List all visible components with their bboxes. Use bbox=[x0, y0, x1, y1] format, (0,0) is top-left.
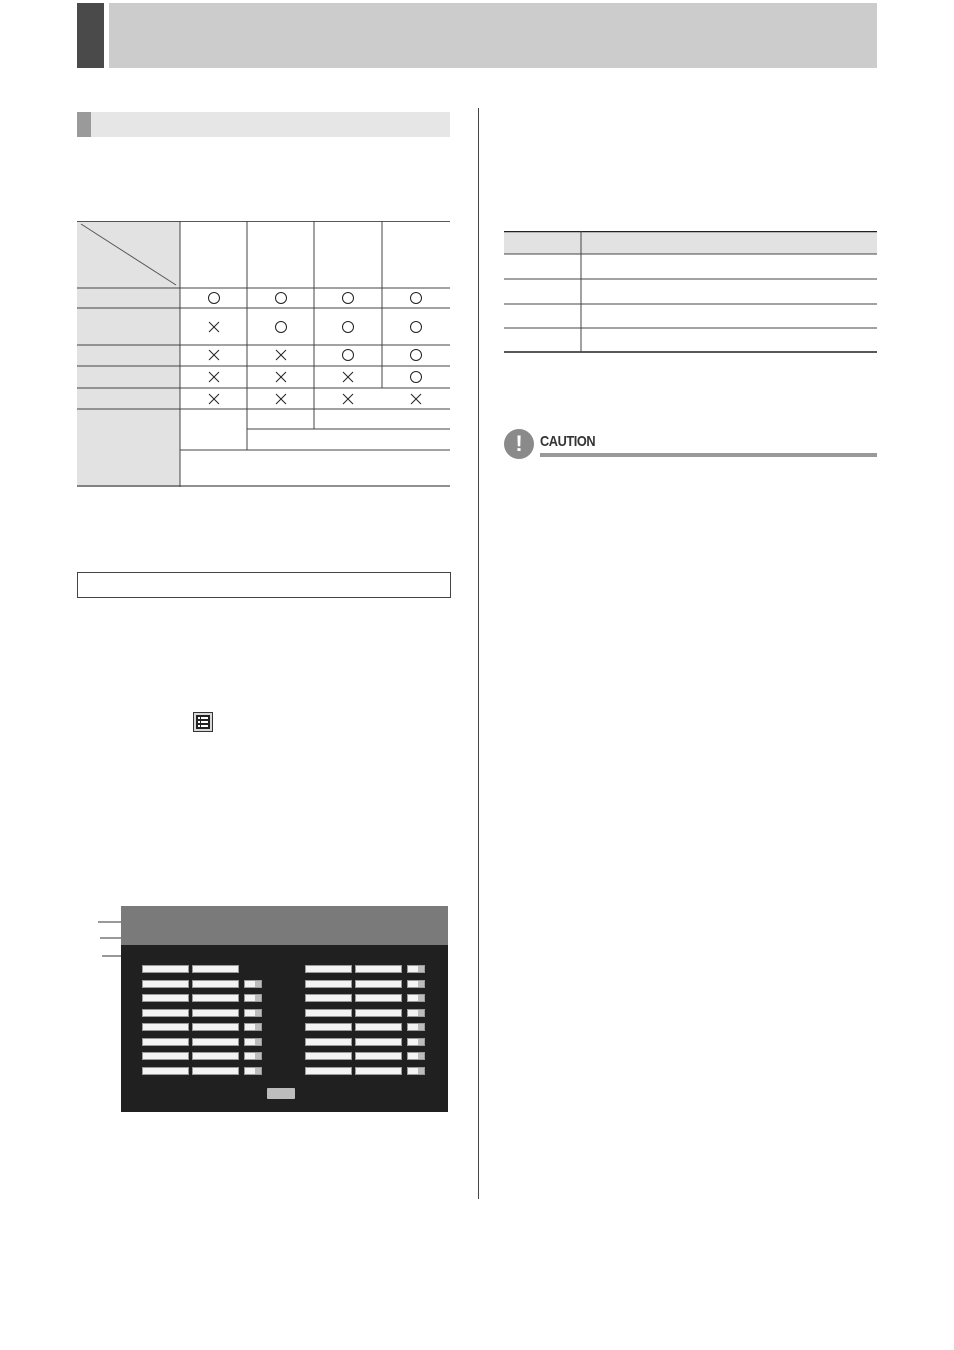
right-field-b[interactable] bbox=[355, 1067, 402, 1075]
right-field-b[interactable] bbox=[355, 1052, 402, 1060]
page-header-bar bbox=[109, 3, 877, 68]
permission-mark-cross bbox=[276, 372, 286, 382]
left-dropdown[interactable] bbox=[244, 994, 262, 1002]
right-field-a[interactable] bbox=[305, 965, 352, 973]
left-field-a[interactable] bbox=[142, 994, 189, 1002]
right-field-a[interactable] bbox=[305, 994, 352, 1002]
note-box bbox=[77, 572, 451, 598]
right-dropdown[interactable] bbox=[407, 994, 425, 1002]
permission-mark-cross bbox=[209, 350, 219, 360]
left-dropdown[interactable] bbox=[244, 1067, 262, 1075]
permission-table bbox=[77, 221, 450, 487]
right-dropdown[interactable] bbox=[407, 980, 425, 988]
caution-rule bbox=[540, 453, 877, 457]
settings-screen-titlebar bbox=[121, 906, 448, 945]
section-heading-marker bbox=[77, 112, 91, 137]
left-field-a[interactable] bbox=[142, 1038, 189, 1046]
left-field-b[interactable] bbox=[192, 1052, 239, 1060]
permission-mark-circle bbox=[411, 350, 422, 361]
permission-mark-circle bbox=[411, 293, 422, 304]
left-field-b[interactable] bbox=[192, 1038, 239, 1046]
menu-list-icon bbox=[193, 712, 213, 732]
screen-ok-button[interactable] bbox=[267, 1088, 295, 1099]
left-field-a[interactable] bbox=[142, 980, 189, 988]
right-field-a[interactable] bbox=[305, 1038, 352, 1046]
left-field-a[interactable] bbox=[142, 1009, 189, 1017]
right-dropdown[interactable] bbox=[407, 1009, 425, 1017]
permission-mark-circle bbox=[276, 293, 287, 304]
permission-mark-cross bbox=[343, 372, 353, 382]
right-field-b[interactable] bbox=[355, 1023, 402, 1031]
permission-mark-cross bbox=[209, 394, 219, 404]
right-field-a[interactable] bbox=[305, 980, 352, 988]
left-field-a[interactable] bbox=[142, 1067, 189, 1075]
permission-table-grid bbox=[77, 221, 450, 487]
right-dropdown[interactable] bbox=[407, 965, 425, 973]
section-heading-bar bbox=[77, 112, 450, 137]
right-field-b[interactable] bbox=[355, 994, 402, 1002]
caution-label: CAUTION bbox=[540, 433, 596, 450]
left-dropdown[interactable] bbox=[244, 980, 262, 988]
permission-mark-circle bbox=[276, 322, 287, 333]
left-field-a[interactable] bbox=[142, 1052, 189, 1060]
right-field-b[interactable] bbox=[355, 1038, 402, 1046]
left-dropdown[interactable] bbox=[244, 1038, 262, 1046]
left-field-a[interactable] bbox=[142, 1023, 189, 1031]
left-dropdown[interactable] bbox=[244, 1052, 262, 1060]
reference-table bbox=[504, 231, 877, 353]
exclamation-circle-icon: ! bbox=[504, 429, 534, 459]
permission-mark-circle bbox=[343, 293, 354, 304]
permission-mark-circle bbox=[209, 293, 220, 304]
right-dropdown[interactable] bbox=[407, 1038, 425, 1046]
right-field-b[interactable] bbox=[355, 980, 402, 988]
permission-mark-circle bbox=[343, 322, 354, 333]
right-dropdown[interactable] bbox=[407, 1067, 425, 1075]
permission-mark-cross bbox=[411, 394, 421, 404]
column-divider bbox=[478, 108, 479, 1199]
left-field-b[interactable] bbox=[192, 1023, 239, 1031]
right-field-b[interactable] bbox=[355, 1009, 402, 1017]
left-field-b[interactable] bbox=[192, 994, 239, 1002]
permission-mark-cross bbox=[343, 394, 353, 404]
left-dropdown[interactable] bbox=[244, 1023, 262, 1031]
permission-mark-circle bbox=[411, 372, 422, 383]
permission-mark-circle bbox=[343, 350, 354, 361]
permission-mark-circle bbox=[411, 322, 422, 333]
permission-mark-cross bbox=[209, 322, 219, 332]
right-field-a[interactable] bbox=[305, 1009, 352, 1017]
left-field-b[interactable] bbox=[192, 980, 239, 988]
left-field-a[interactable] bbox=[142, 965, 189, 973]
right-field-b[interactable] bbox=[355, 965, 402, 973]
right-field-a[interactable] bbox=[305, 1052, 352, 1060]
chapter-marker bbox=[77, 3, 104, 68]
left-dropdown[interactable] bbox=[244, 1009, 262, 1017]
right-field-a[interactable] bbox=[305, 1067, 352, 1075]
left-field-b[interactable] bbox=[192, 1067, 239, 1075]
right-dropdown[interactable] bbox=[407, 1023, 425, 1031]
settings-screen bbox=[121, 906, 448, 1112]
permission-mark-cross bbox=[276, 350, 286, 360]
permission-mark-cross bbox=[209, 372, 219, 382]
right-field-a[interactable] bbox=[305, 1023, 352, 1031]
left-field-b[interactable] bbox=[192, 965, 239, 973]
caution-heading bbox=[504, 429, 877, 459]
left-field-b[interactable] bbox=[192, 1009, 239, 1017]
right-dropdown[interactable] bbox=[407, 1052, 425, 1060]
permission-mark-cross bbox=[276, 394, 286, 404]
